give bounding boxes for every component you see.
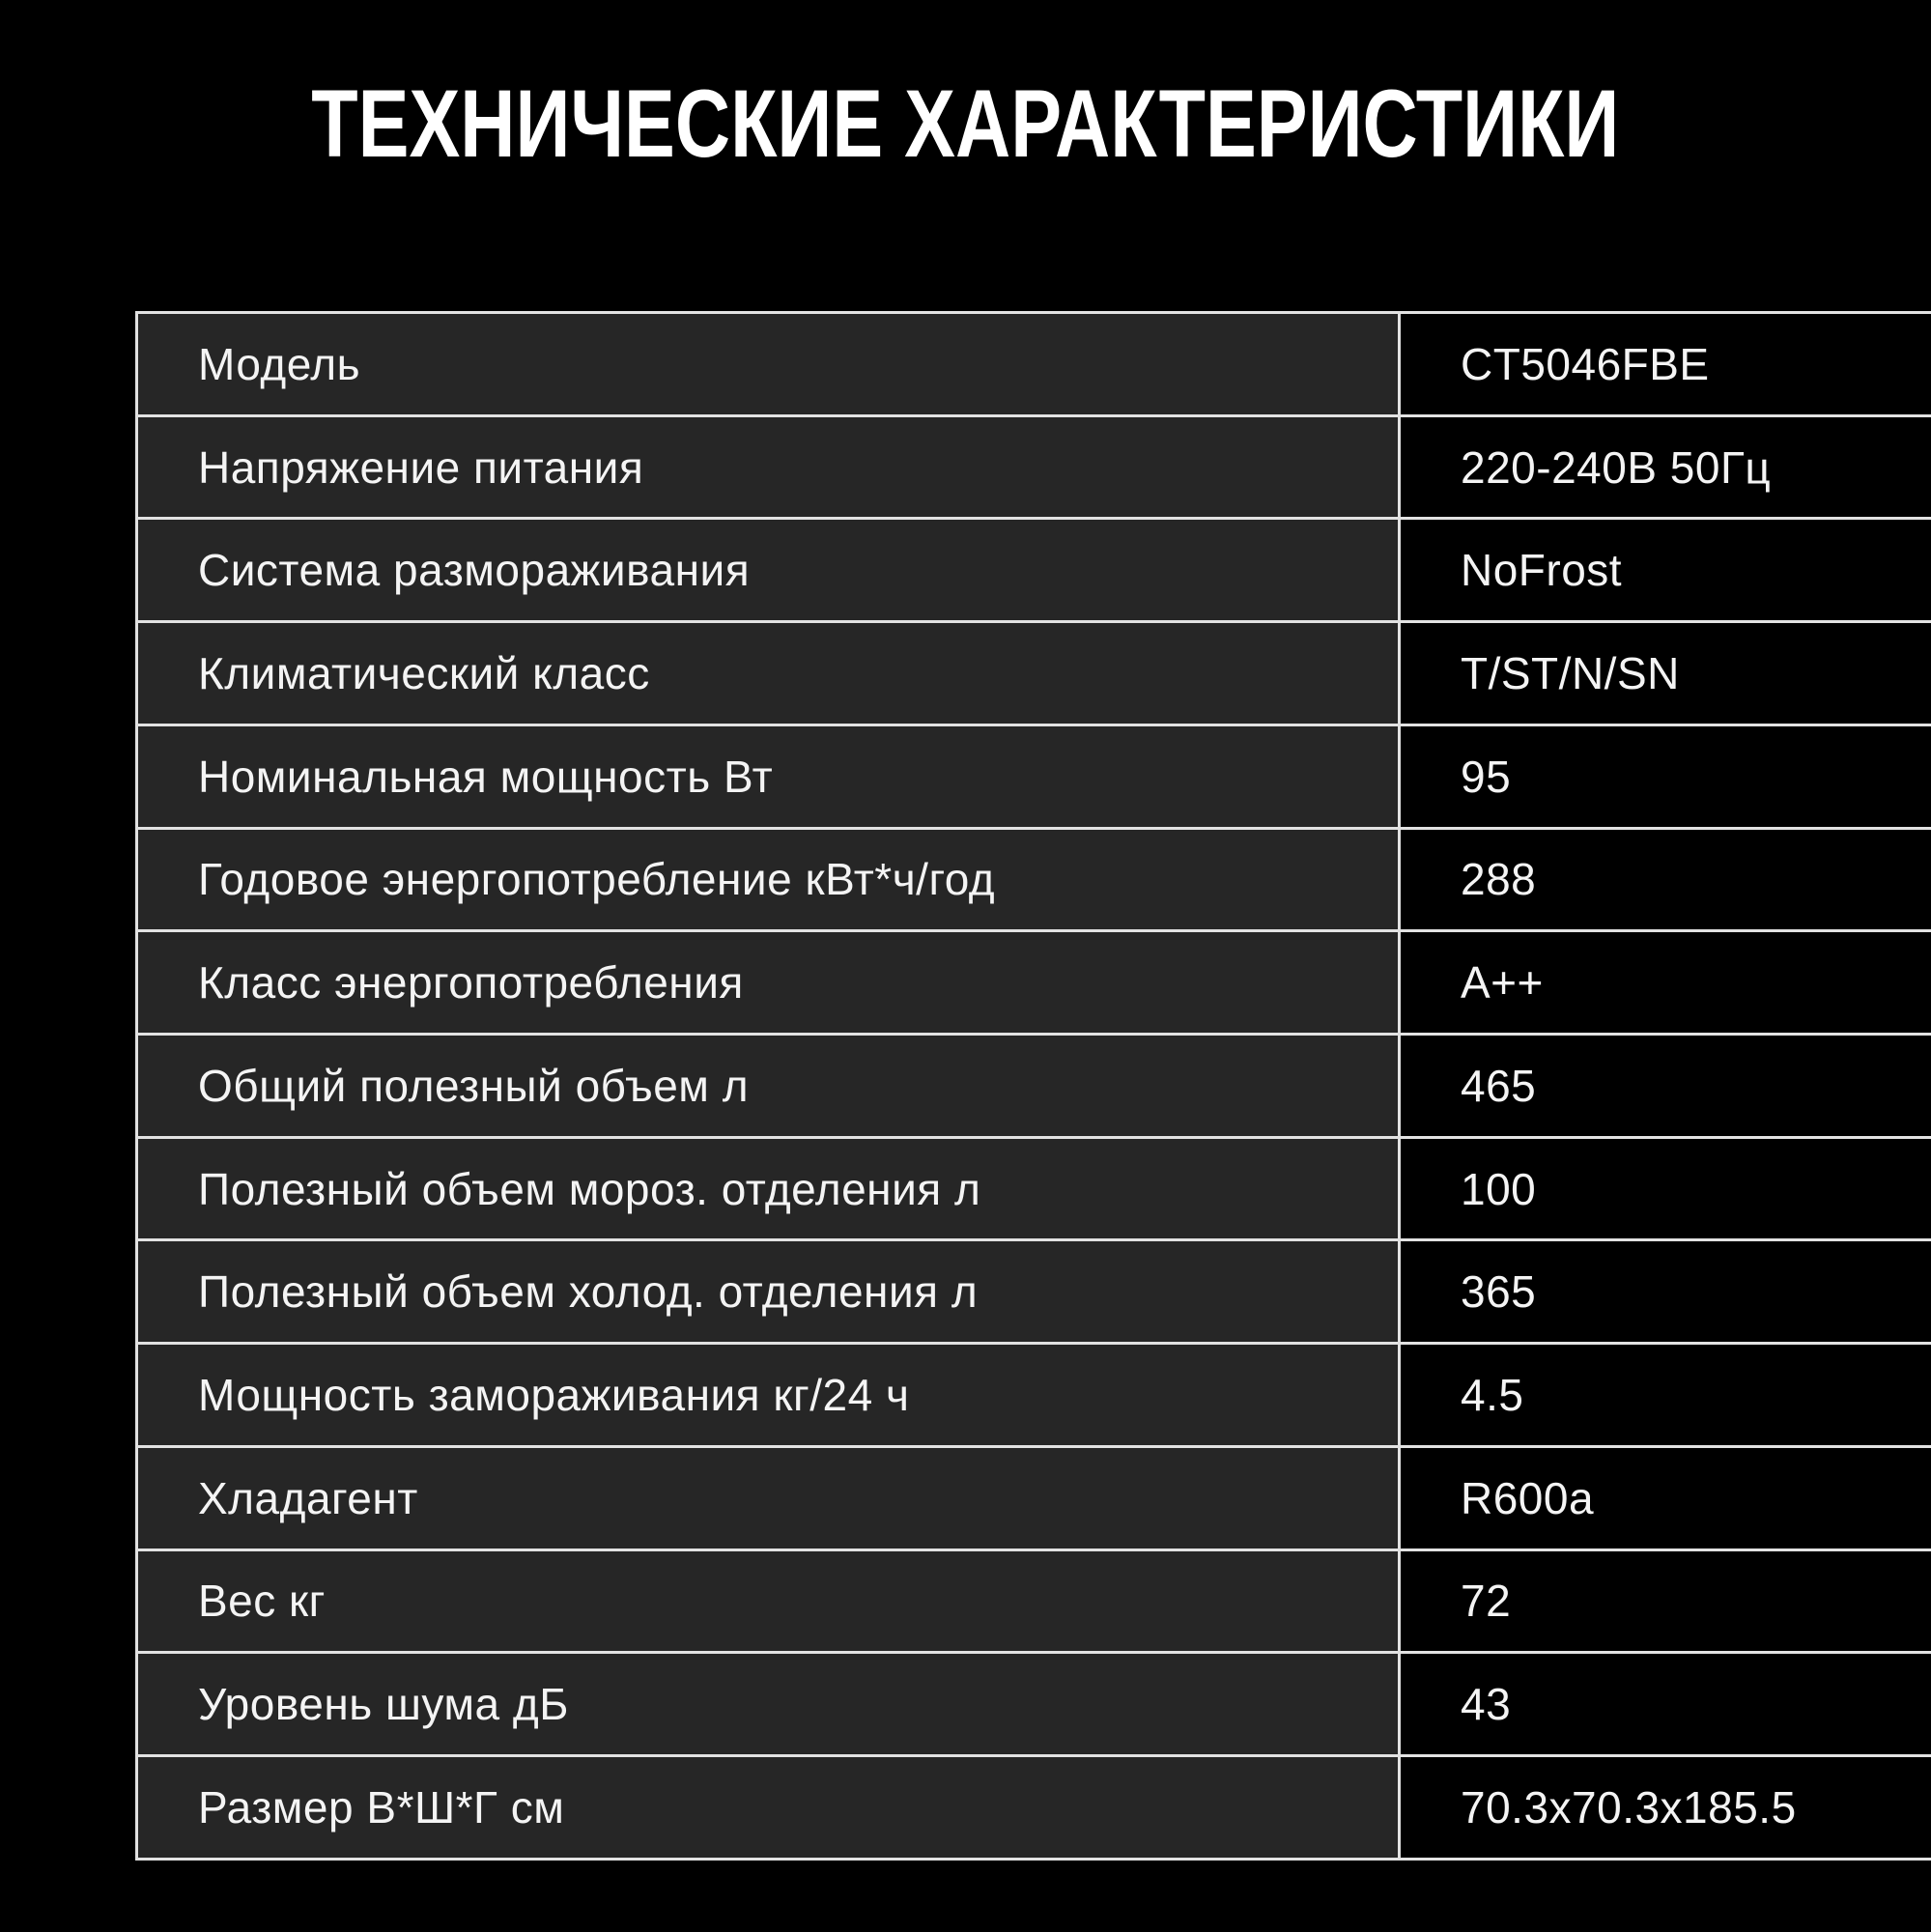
spec-value: 288 <box>1400 828 1931 931</box>
title-container <box>0 70 1931 177</box>
table-row <box>137 519 1931 622</box>
spec-value: NoFrost <box>1400 519 1931 622</box>
spec-value: 4.5 <box>1400 1344 1931 1447</box>
spec-label: Полезный объем холод. отделения л <box>137 1240 1400 1344</box>
table-row <box>137 415 1931 519</box>
table-row <box>137 313 1931 416</box>
spec-value: 365 <box>1400 1240 1931 1344</box>
table-row <box>137 1756 1931 1860</box>
spec-value: 43 <box>1400 1653 1931 1756</box>
table-row <box>137 1035 1931 1138</box>
table-row <box>137 1344 1931 1447</box>
table-row <box>137 1240 1931 1344</box>
spec-value: T/ST/N/SN <box>1400 622 1931 725</box>
table-row <box>137 828 1931 931</box>
spec-value: A++ <box>1400 931 1931 1035</box>
spec-value: 220-240В 50Гц <box>1400 415 1931 519</box>
table-row <box>137 931 1931 1035</box>
spec-label: Модель <box>137 313 1400 416</box>
spec-value: 95 <box>1400 724 1931 828</box>
spec-label: Мощность замораживания кг/24 ч <box>137 1344 1400 1447</box>
spec-value: R600a <box>1400 1446 1931 1549</box>
spec-label: Номинальная мощность Вт <box>137 724 1400 828</box>
spec-value: 100 <box>1400 1137 1931 1240</box>
spec-label: Система размораживания <box>137 519 1400 622</box>
spec-label: Годовое энергопотребление кВт*ч/год <box>137 828 1400 931</box>
spec-label: Хладагент <box>137 1446 1400 1549</box>
spec-label: Класс энергопотребления <box>137 931 1400 1035</box>
spec-label: Климатический класс <box>137 622 1400 725</box>
spec-value: 465 <box>1400 1035 1931 1138</box>
spec-label: Размер В*Ш*Г см <box>137 1756 1400 1860</box>
spec-label: Полезный объем мороз. отделения л <box>137 1137 1400 1240</box>
spec-value: CT5046FBE <box>1400 313 1931 416</box>
table-row <box>137 1446 1931 1549</box>
table-row <box>137 622 1931 725</box>
spec-label: Общий полезный объем л <box>137 1035 1400 1138</box>
spec-label: Вес кг <box>137 1549 1400 1653</box>
spec-label: Напряжение питания <box>137 415 1400 519</box>
spec-value: 72 <box>1400 1549 1931 1653</box>
table-row <box>137 1137 1931 1240</box>
spec-value: 70.3x70.3x185.5 <box>1400 1756 1931 1860</box>
spec-label: Уровень шума дБ <box>137 1653 1400 1756</box>
page-title: ТЕХНИЧЕСКИЕ ХАРАКТЕРИСТИКИ <box>311 70 1620 177</box>
table-row <box>137 724 1931 828</box>
specifications-table <box>135 311 1931 1861</box>
table-row <box>137 1653 1931 1756</box>
table-row <box>137 1549 1931 1653</box>
